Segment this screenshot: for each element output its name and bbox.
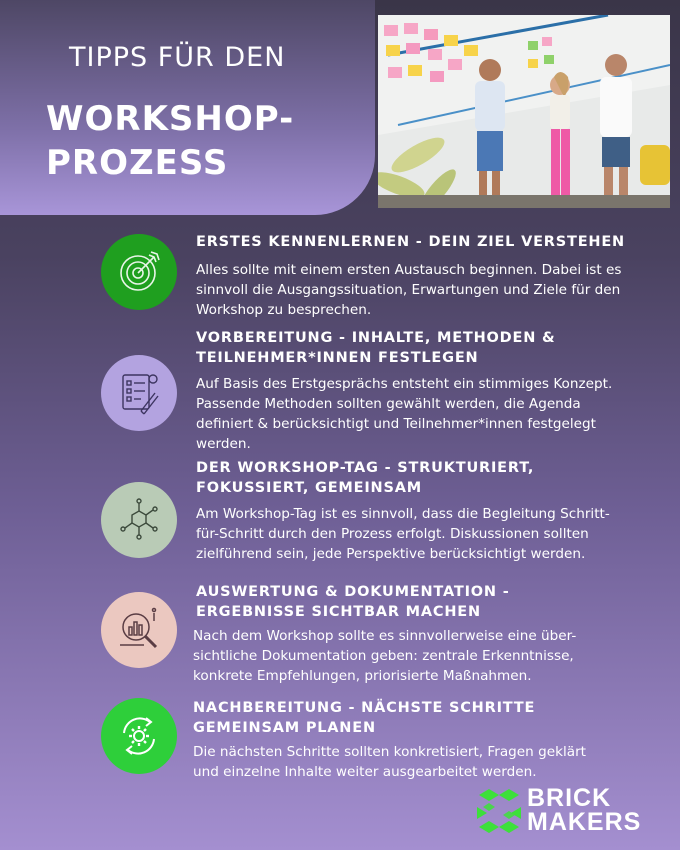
step-3-text-line: für-Schritt durch den Prozess erfolgt. Diskussionen sollten bbox=[196, 526, 589, 542]
step-2-text-line: werden. bbox=[196, 436, 251, 452]
cycle-gear-icon bbox=[114, 711, 164, 761]
workshop-photo bbox=[378, 15, 670, 208]
step-5-heading-line-1: NACHBEREITUNG - NÄCHSTE SCHRITTE bbox=[193, 700, 536, 716]
step-4-heading-line-2: ERGEBNISSE SICHTBAR MACHEN bbox=[196, 604, 481, 620]
step-4-text-line: Nach dem Workshop sollte es sinnvollerweise eine über- bbox=[193, 628, 577, 644]
step-2-heading bbox=[196, 328, 666, 368]
brickmakers-logo bbox=[475, 786, 670, 836]
step-3-icon-circle bbox=[101, 482, 177, 558]
step-1-text bbox=[196, 260, 656, 320]
step-1-heading bbox=[196, 232, 666, 252]
title-line-1: WORKSHOP- bbox=[46, 99, 295, 139]
step-2-heading-line-1: VORBEREITUNG - INHALTE, METHODEN & bbox=[196, 330, 556, 346]
step-2-text bbox=[196, 374, 656, 454]
target-icon bbox=[116, 249, 162, 295]
step-2-heading-line-2: TEILNEHMER*INNEN FESTLEGEN bbox=[196, 350, 479, 366]
step-1-icon-circle bbox=[101, 234, 177, 310]
logo-text bbox=[527, 786, 641, 834]
step-1-text-line: sinnvoll die Ausgangssituation, Erwartungen und Ziele für den bbox=[196, 282, 621, 298]
step-5-text-line: Die nächsten Schritte sollten konkretisiert, Fragen geklärt bbox=[193, 744, 586, 760]
step-3-text-line: zielführend sein, jede Perspektive berücksichtigt werden. bbox=[196, 546, 586, 562]
logo-mark-icon bbox=[475, 787, 523, 835]
step-3-text bbox=[196, 504, 656, 564]
step-4-text-line: konkrete Empfehlungen, priorisierte Maßnahmen. bbox=[193, 668, 532, 684]
analysis-icon bbox=[114, 605, 164, 655]
step-1-text-line: Workshop zu besprechen. bbox=[196, 302, 372, 318]
step-1-heading-line-1: ERSTES KENNENLERNEN - DEIN ZIEL VERSTEHEN bbox=[196, 234, 625, 250]
step-3-heading bbox=[196, 458, 666, 498]
logo-line-1: BRICK bbox=[527, 784, 612, 812]
step-3-heading-line-2: FOKUSSIERT, GEMEINSAM bbox=[196, 480, 422, 496]
logo-line-2: MAKERS bbox=[527, 808, 642, 836]
step-2-text-line: definiert & berücksichtigt und Teilnehmer*innen festgelegt bbox=[196, 416, 596, 432]
network-icon bbox=[114, 495, 164, 545]
step-2-icon-circle bbox=[101, 355, 177, 431]
step-4-text-line: sichtliche Dokumentation geben: zentrale Erkenntnisse, bbox=[193, 648, 574, 664]
step-5-icon-circle bbox=[101, 698, 177, 774]
step-4-text bbox=[193, 626, 653, 686]
title-line-2: PROZESS bbox=[46, 143, 229, 183]
step-4-heading bbox=[196, 582, 666, 622]
step-5-text-line: und einzelne Inhalte weiter ausgearbeitet werden. bbox=[193, 764, 537, 780]
pre-title: TIPPS FÜR DEN bbox=[69, 42, 286, 73]
step-2-text-line: Auf Basis des Erstgesprächs entsteht ein stimmiges Konzept. bbox=[196, 376, 613, 392]
step-4-icon-circle bbox=[101, 592, 177, 668]
step-3-text-line: Am Workshop-Tag ist es sinnvoll, dass die Begleitung Schritt- bbox=[196, 506, 610, 522]
step-4-heading-line-1: AUSWERTUNG & DOKUMENTATION - bbox=[196, 584, 510, 600]
step-5-text bbox=[193, 742, 653, 782]
step-3-heading-line-1: DER WORKSHOP-TAG - STRUKTURIERT, bbox=[196, 460, 535, 476]
step-5-heading bbox=[193, 698, 663, 738]
step-2-text-line: Passende Methoden sollten gewählt werden, die Agenda bbox=[196, 396, 581, 412]
step-5-heading-line-2: GEMEINSAM PLANEN bbox=[193, 720, 376, 736]
checklist-icon bbox=[115, 369, 163, 417]
page-title bbox=[46, 97, 294, 185]
step-1-text-line: Alles sollte mit einem ersten Austausch beginnen. Dabei ist es bbox=[196, 262, 622, 278]
